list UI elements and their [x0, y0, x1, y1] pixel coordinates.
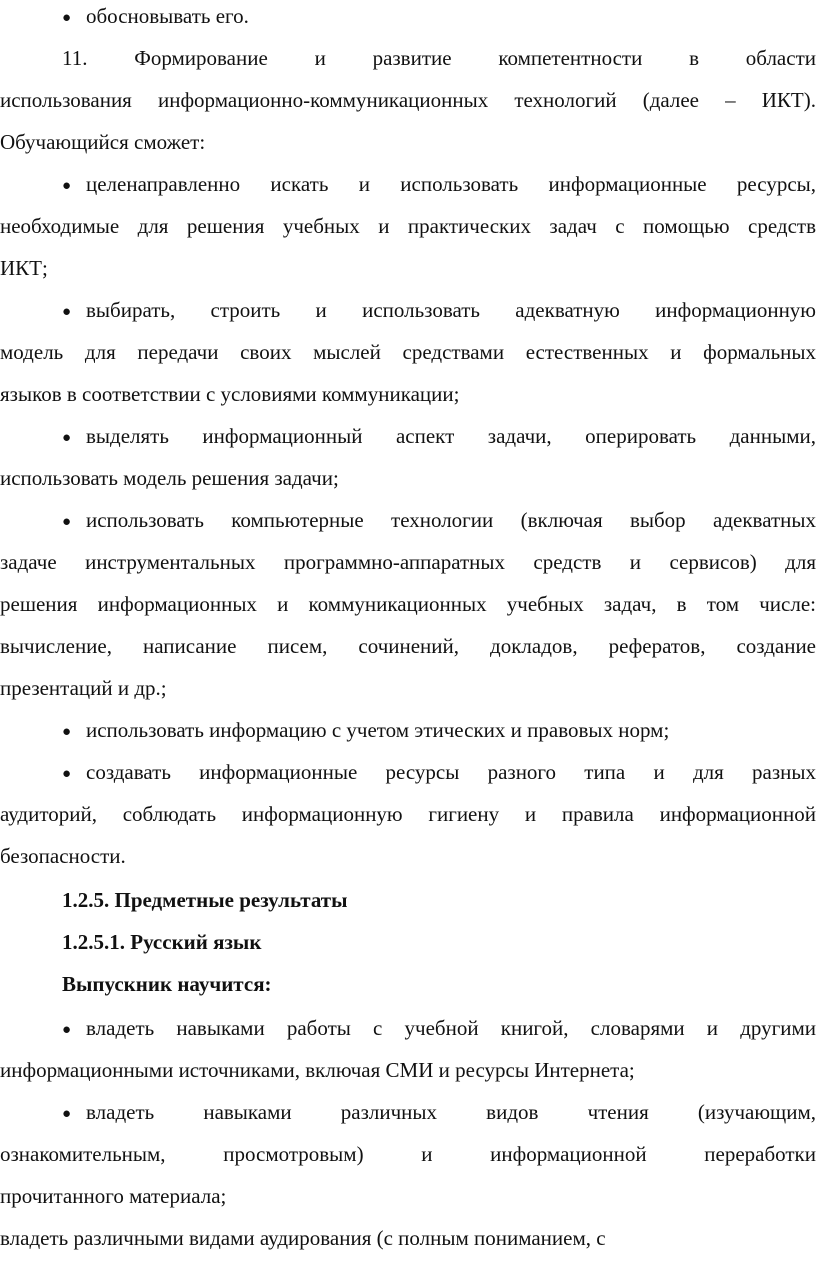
bullet-item: [62, 415, 816, 457]
line-text: обосновывать его.: [86, 4, 249, 28]
bullet-item: [62, 163, 816, 205]
bullet-item: [62, 289, 816, 331]
line-text: использовать компьютерные технологии (включая выбор адекватных: [86, 508, 816, 532]
paragraph-11-heading-line: 11. Формирование и развитие компетентности в области: [62, 46, 816, 70]
line-text: владеть навыками различных видов чтения (изучающим,: [86, 1100, 816, 1124]
bullet-item: [62, 499, 816, 541]
bullet-item: [62, 709, 816, 751]
paragraph-line: владеть различными видами аудирования (с полным пониманием, с: [0, 1226, 606, 1250]
line-text: использовать информацию с учетом этических и правовых норм;: [86, 718, 670, 742]
bullet-item: [62, 1007, 816, 1049]
paragraph-line: информационными источниками, включая СМИ и ресурсы Интернета;: [0, 1058, 635, 1082]
bullet-icon: ●: [62, 766, 72, 782]
paragraph-line: использования информационно-коммуникационных технологий (далее – ИКТ).: [0, 88, 816, 112]
line-text: целенаправленно искать и использовать информационные ресурсы,: [86, 172, 816, 196]
paragraph-line: вычисление, написание писем, сочинений, докладов, рефератов, создание: [0, 634, 816, 658]
paragraph-line: прочитанного материала;: [0, 1184, 227, 1208]
paragraph-line: аудиторий, соблюдать информационную гигиену и правила информационной: [0, 802, 816, 826]
paragraph-line: решения информационных и коммуникационных учебных задач, в том числе:: [0, 592, 816, 616]
bullet-item-end: [62, 0, 816, 37]
line-text: выбирать, строить и использовать адекватную информационную: [86, 298, 816, 322]
paragraph-line: Обучающийся сможет:: [0, 130, 206, 154]
line-text: создавать информационные ресурсы разного типа и для разных: [86, 760, 816, 784]
bullet-item: [62, 1091, 816, 1133]
paragraph-line: языков в соответствии с условиями коммуникации;: [0, 382, 460, 406]
bullet-icon: ●: [62, 1106, 72, 1122]
paragraph-line: модель для передачи своих мыслей средствами естественных и формальных: [0, 340, 816, 364]
bullet-icon: ●: [62, 10, 72, 26]
paragraph-line: задаче инструментальных программно-аппаратных средств и сервисов) для: [0, 550, 816, 574]
paragraph-line: использовать модель решения задачи;: [0, 466, 339, 490]
subheading-learner: Выпускник научится:: [62, 972, 272, 996]
bullet-icon: ●: [62, 430, 72, 446]
bullet-icon: ●: [62, 178, 72, 194]
subsection-heading: 1.2.5.1. Русский язык: [62, 930, 262, 954]
bullet-icon: ●: [62, 1022, 72, 1038]
line-text: выделять информационный аспект задачи, оперировать данными,: [86, 424, 816, 448]
bullet-icon: ●: [62, 724, 72, 740]
paragraph-line: безопасности.: [0, 844, 126, 868]
bullet-icon: ●: [62, 514, 72, 530]
paragraph-line: ИКТ;: [0, 256, 48, 280]
line-text: владеть навыками работы с учебной книгой, словарями и другими: [86, 1016, 816, 1040]
paragraph-line: ознакомительным, просмотровым) и информационной переработки: [0, 1142, 816, 1166]
paragraph-line: презентаций и др.;: [0, 676, 167, 700]
section-heading: 1.2.5. Предметные результаты: [62, 888, 348, 912]
paragraph-line: необходимые для решения учебных и практических задач с помощью средств: [0, 214, 816, 238]
bullet-icon: ●: [62, 304, 72, 320]
bullet-item: [62, 751, 816, 793]
